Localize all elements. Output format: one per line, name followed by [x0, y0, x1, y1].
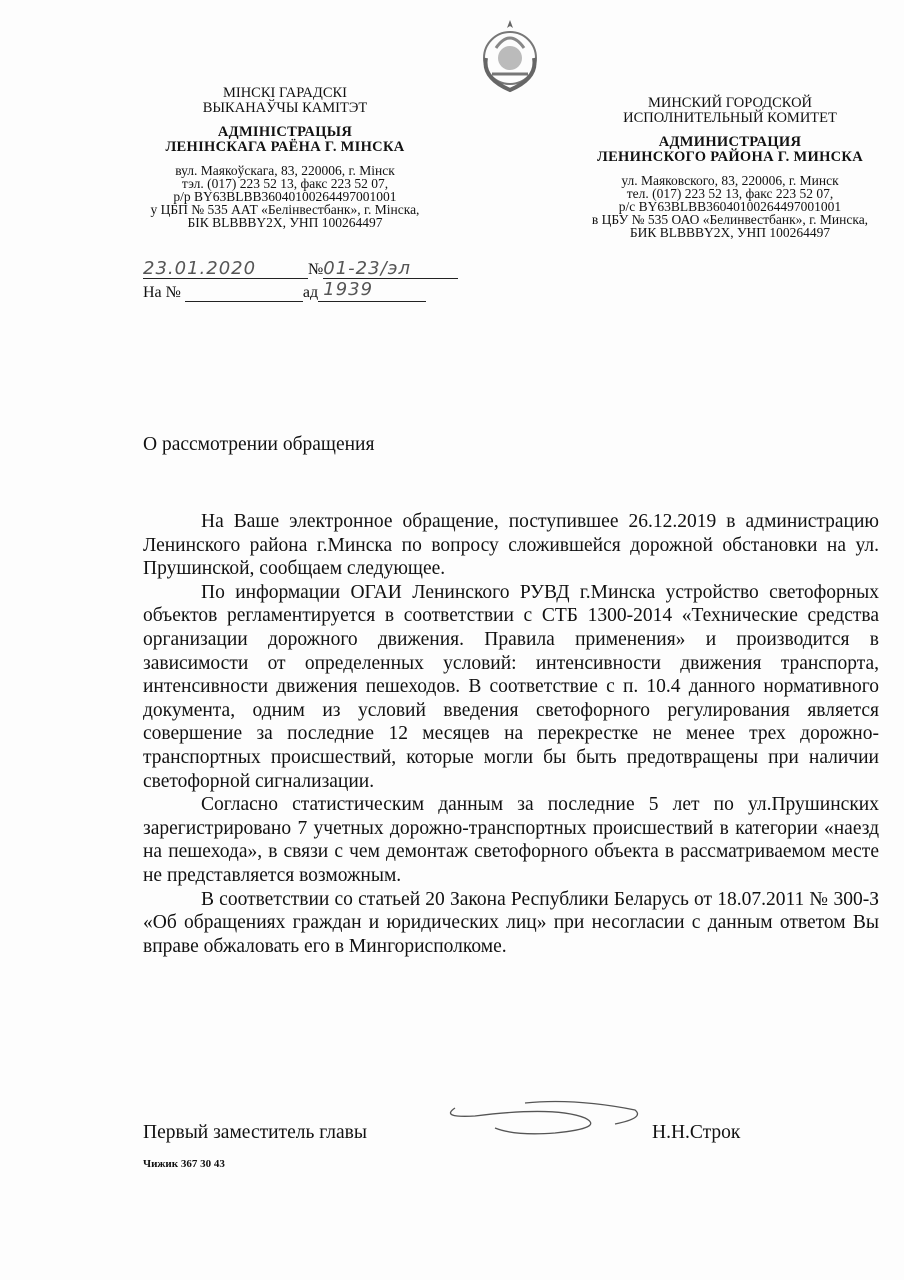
- address-line: в ЦБУ № 535 ОАО «Белинвестбанк», г. Минска,: [591, 212, 869, 227]
- ref-from-label: ад: [302, 284, 319, 301]
- org-name: ЛЕНІНСКАГА РАЁНА Г. МІНСКА: [165, 139, 405, 155]
- registration-block: [143, 258, 458, 302]
- address-line: ул. Маяковского, 83, 220006, г. Минск: [621, 173, 839, 188]
- subject-line: О рассмотрении обращения: [143, 434, 375, 455]
- paragraph: Согласно статистическим данным за последние 5 лет по ул.Прушинских зарегистрировано 7 учетных дорожно-транспортных происшествий в категории «наезд на пешехода», в связи с чем демонтаж светофорного объекта в рассматриваемом месте не представляется возможным.: [143, 794, 879, 886]
- address-line: р/р BY63BLBB36040100264497001001: [173, 189, 397, 204]
- number-label: №: [308, 261, 324, 278]
- ref-date-blank: [318, 281, 426, 302]
- registration-number: 01-23/эл 1939: [323, 258, 458, 279]
- paragraph: В соответствии со статьей 20 Закона Республики Беларусь от 18.07.2011 № 300-З «Об обращениях граждан и юридических лиц» при несогласии с данным ответом Вы вправе обжаловать его в Мингорисполкоме.: [143, 888, 879, 957]
- org-name: АДМИНИСТРАЦИЯ: [658, 134, 802, 150]
- ref-label: На №: [143, 284, 181, 301]
- address-line: БІК BLBBBY2X, УНП 100264497: [187, 215, 383, 230]
- state-emblem-icon: [472, 18, 548, 94]
- header-line: ИСПОЛНИТЕЛЬНЫЙ КОМИТЕТ: [623, 110, 837, 126]
- org-name: АДМІНІСТРАЦЫЯ: [217, 124, 353, 140]
- registration-date: 23.01.2020: [143, 258, 308, 279]
- header-line: ВЫКАНАЎЧЫ КАМІТЭТ: [202, 100, 368, 116]
- executor-contact: Чижик 367 30 43: [143, 1158, 225, 1170]
- handwritten-signature: [435, 1088, 655, 1148]
- header-line: МІНСКІ ГАРАДСКІ: [222, 85, 347, 101]
- ref-number-blank: [185, 281, 303, 302]
- address-line: у ЦБП № 535 ААТ «Белінвестбанк», г. Мінска,: [150, 202, 420, 217]
- address-line: БИК BLBBBY2X, УНП 100264497: [629, 225, 831, 240]
- org-name: ЛЕНИНСКОГО РАЙОНА Г. МИНСКА: [596, 149, 864, 165]
- address-line: тэл. (017) 223 52 13, факс 223 52 07,: [181, 176, 389, 191]
- signatory-name: Н.Н.Строк: [652, 1122, 741, 1143]
- header-belarusian: [110, 86, 460, 229]
- header-russian: [570, 96, 890, 239]
- signatory-position: Первый заместитель главы: [143, 1122, 367, 1143]
- address-line: вул. Маякоўскага, 83, 220006, г. Мінск: [175, 163, 395, 178]
- paragraph: По информации ОГАИ Ленинского РУВД г.Минска устройство светофорных объектов регламентируется в соответствии с СТБ 1300-2014 «Технические средства организации дорожного движения. Правила применения» и производится в зависимости от определенных условий: интенсивности движения транспорта, интенсивности движения пешеходов. В соответствие с п. 10.4 данного нормативного документа, одним из условий введения светофорного регулирования является совершение за последние 12 месяцев на перекрестке не менее трех дорожно-транспортных происшествий, которые могли бы быть предотвращены при наличии светофорной сигнализации.: [143, 581, 879, 792]
- letter-body: [143, 510, 879, 958]
- address-line: р/с BY63BLBB36040100264497001001: [618, 199, 842, 214]
- paragraph: На Ваше электронное обращение, поступившее 26.12.2019 в администрацию Ленинского района г.Минска по вопросу сложившейся дорожной обстановки на ул. Прушинской, сообщаем следующее.: [143, 511, 879, 580]
- header-line: МИНСКИЙ ГОРОДСКОЙ: [647, 95, 813, 111]
- address-line: тел. (017) 223 52 13, факс 223 52 07,: [626, 186, 834, 201]
